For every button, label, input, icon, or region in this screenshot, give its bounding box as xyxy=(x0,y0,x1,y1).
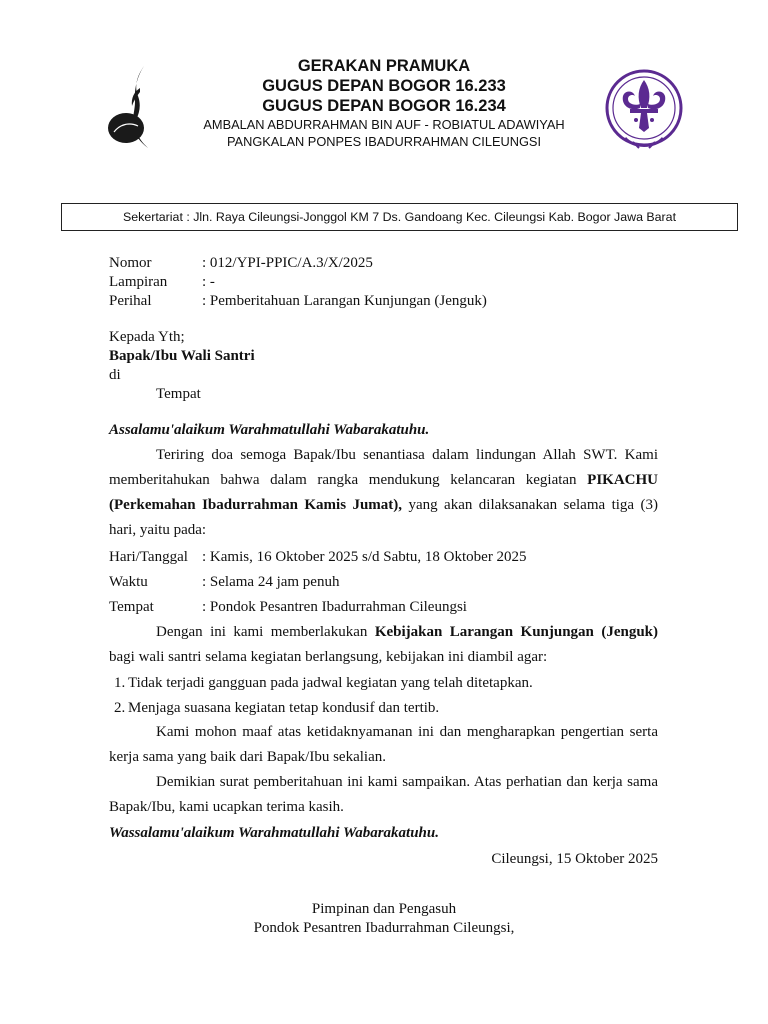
signatory-title: Pimpinan dan Pengasuh xyxy=(311,901,457,917)
place-date: Cileungsi, 15 Oktober 2025 xyxy=(491,851,658,867)
list-number: 2. xyxy=(114,700,126,716)
paragraph-1: Teriring doa semoga Bapak/Ibu senantiasa dalam lindungan Allah SWT. Kami memberitahukan bahwa dalam rangka mendukung kelancaran kegiatan PIKACHU (Perkemahan Ibadurrahman Kamis Jumat), yang akan dilaksanakan selama tiga (3) hari, yaitu pada: xyxy=(109,447,659,538)
recipient: Bapak/Ibu Wali Santri xyxy=(109,348,255,364)
paragraph-4: Demikian surat pemberitahuan ini kami sampaikan. Atas perhatian dan kerja sama Bapak/Ibu, kami ucapkan terima kasih. xyxy=(109,774,658,815)
sekretariat-box: Sekertariat : Jln. Raya Cileungsi-Jonggol KM 7 Ds. Gandoang Kec. Cileungsi Kab. Bogor Jawa Barat xyxy=(61,203,738,231)
list-item: Menjaga suasana kegiatan tetap kondusif dan tertib. xyxy=(128,700,440,716)
hari-label: Hari/Tanggal xyxy=(109,549,188,565)
closing-greeting: Wassalamu'alaikum Warahmatullahi Wabarakatuhu. xyxy=(109,825,439,841)
hari-value: : Kamis, 16 Oktober 2025 s/d Sabtu, 18 Oktober 2025 xyxy=(202,549,527,565)
event-name: PIKACHU (Perkemahan Ibadurrahman Kamis Jumat), xyxy=(109,472,658,513)
list-number: 1. xyxy=(114,675,126,691)
paragraph-2: Dengan ini kami memberlakukan Kebijakan Larangan Kunjungan (Jenguk) bagi wali santri selama kegiatan berlangsung, kebijakan ini diambil agar: xyxy=(109,624,658,665)
nomor-value: : 012/YPI-PPIC/A.3/X/2025 xyxy=(202,255,373,271)
perihal-label: Perihal xyxy=(109,293,152,309)
perihal-value: : Pemberitahuan Larangan Kunjungan (Jenguk) xyxy=(202,293,487,309)
letterhead xyxy=(160,56,608,150)
wosm-emblem-icon xyxy=(603,68,685,154)
org-title: GERAKAN PRAMUKA xyxy=(297,57,471,75)
lampiran-value: : - xyxy=(202,274,215,290)
paragraph-3: Kami mohon maaf atas ketidaknyamanan ini dan mengharapkan pengertian serta kerja sama yang baik dari Bapak/Ibu sekalian. xyxy=(109,724,658,765)
policy-name: Kebijakan Larangan Kunjungan (Jenguk) xyxy=(374,624,658,640)
di-line: di xyxy=(109,367,121,383)
tempat-label: Tempat xyxy=(109,599,154,615)
gugus-depan-1: GUGUS DEPAN BOGOR 16.233 xyxy=(262,77,506,95)
ambalan-line: AMBALAN ABDURRAHMAN BIN AUF - ROBIATUL ADAWIYAH xyxy=(203,117,565,132)
waktu-label: Waktu xyxy=(109,574,148,590)
tunas-kelapa-logo-icon xyxy=(104,62,158,154)
kepada-line: Kepada Yth; xyxy=(109,329,185,345)
lampiran-label: Lampiran xyxy=(109,274,168,290)
opening-greeting: Assalamu'alaikum Warahmatullahi Wabarakatuhu. xyxy=(109,422,430,438)
tempat-line: Tempat xyxy=(156,386,201,402)
pangkalan-line: PANGKALAN PONPES IBADURRAHMAN CILEUNGSI xyxy=(226,134,542,149)
nomor-label: Nomor xyxy=(109,255,152,271)
waktu-value: : Selama 24 jam penuh xyxy=(202,574,340,590)
tempat-value: : Pondok Pesantren Ibadurrahman Cileungsi xyxy=(202,599,467,615)
gugus-depan-2: GUGUS DEPAN BOGOR 16.234 xyxy=(262,97,506,115)
signatory-institution: Pondok Pesantren Ibadurrahman Cileungsi, xyxy=(253,920,515,936)
list-item: Tidak terjadi gangguan pada jadwal kegiatan yang telah ditetapkan. xyxy=(128,675,533,691)
